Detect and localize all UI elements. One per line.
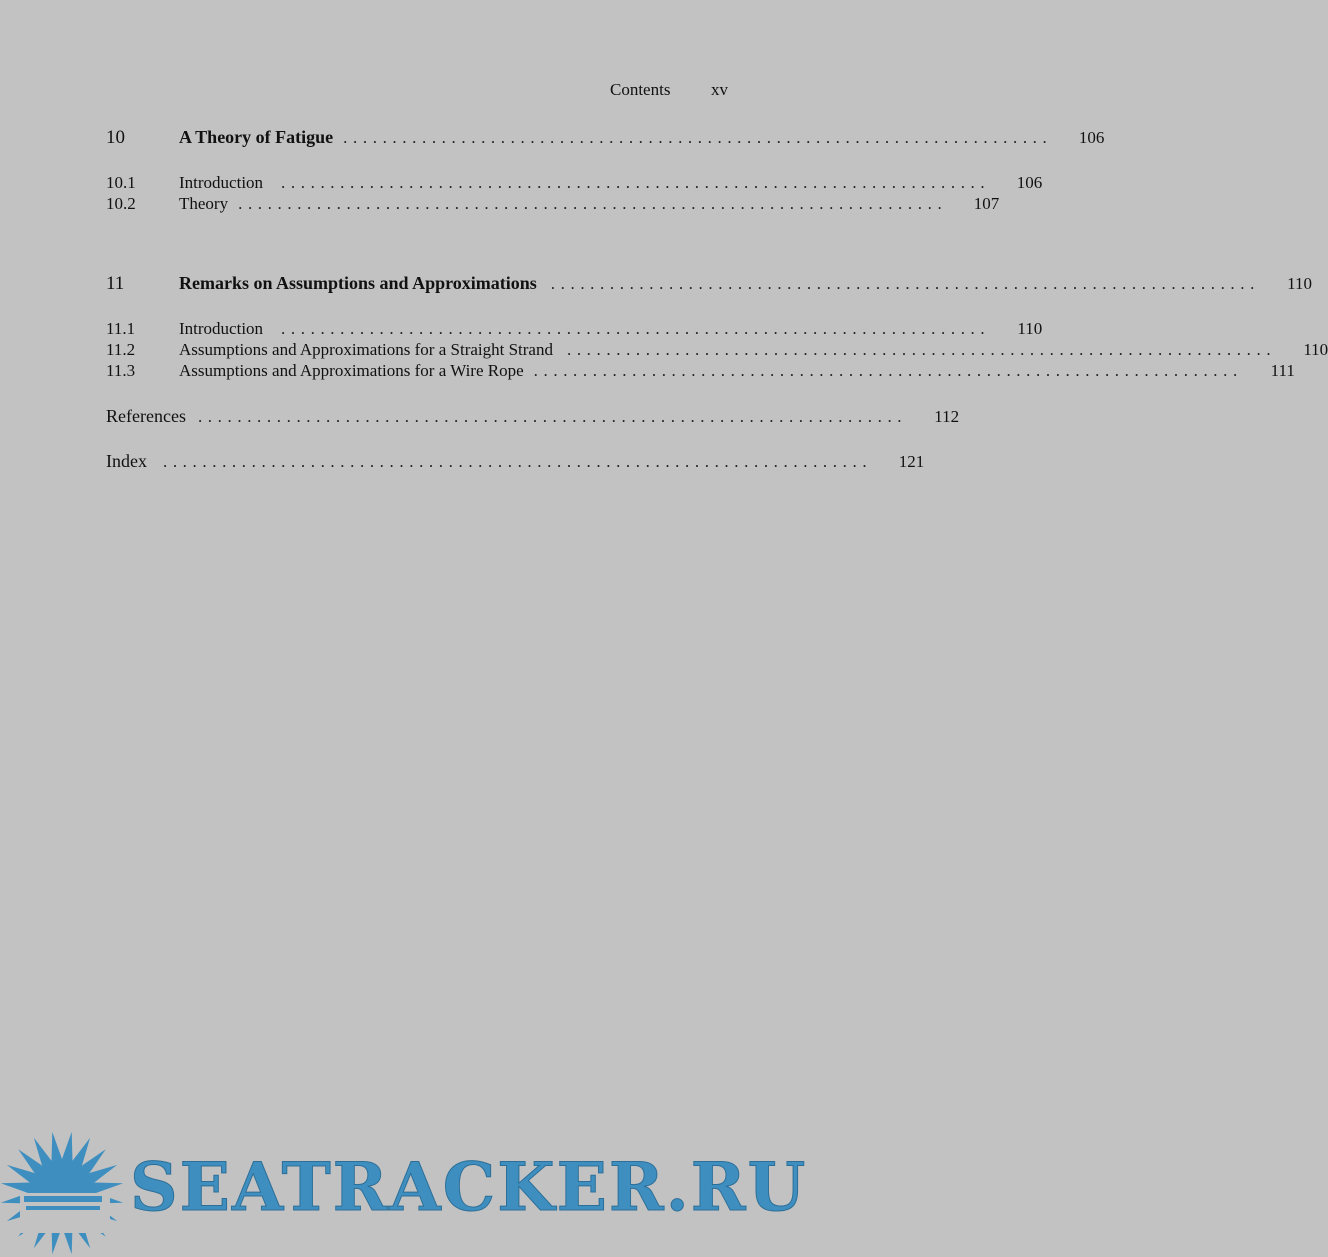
toc-section-11-1[interactable] [106,318,1043,340]
toc-title: Remarks on Assumptions and Approximations [179,273,537,293]
sun-logo-icon [0,1130,130,1257]
toc-title: Assumptions and Approximations for a Wire Rope [179,361,524,380]
dot-leader: ........................................................................ [550,274,1260,293]
running-head [0,80,835,102]
sun-ray [34,1138,52,1166]
toc-section-10-1[interactable] [106,172,1043,194]
toc-chapter-10[interactable] [106,126,1105,148]
toc-title: A Theory of Fatigue [179,127,334,147]
toc-page: 107 [973,194,1000,213]
dot-leader: ........................................................................ [566,340,1277,359]
toc-references[interactable] [106,405,960,427]
dot-leader: ........................................................................ [281,173,991,192]
toc-number: 11.2 [106,340,136,359]
dot-leader: ........................................................................ [343,128,1053,147]
toc-title: Theory [179,194,229,213]
toc-page: 110 [1303,340,1328,359]
dot-leader: ........................................................................ [197,407,908,426]
toc-title: Assumptions and Approximations for a Straight Strand [179,340,553,359]
dot-leader: ........................................................................ [533,361,1243,380]
sun-ray [90,1165,118,1183]
toc-section-11-3[interactable] [106,360,1295,382]
sun-ray [7,1165,35,1183]
dot-leader: ........................................................................ [238,194,948,213]
sun-ray [94,1183,123,1194]
toc-title: Introduction [179,319,264,338]
watermark-text: SEATRACKER.RU [130,1148,808,1226]
toc-number: 11 [106,273,125,294]
toc-chapter-11[interactable] [106,272,1312,294]
toc-number: 11.3 [106,361,136,380]
toc-section-10-2[interactable] [106,193,1000,215]
toc-page: 111 [1270,361,1295,380]
running-head-title: Contents [610,80,671,99]
toc-title: Index [106,451,147,471]
sun-ray [62,1132,73,1161]
sun-ray [73,1138,91,1166]
toc-number: 10.2 [106,194,136,213]
toc-section-11-2[interactable] [106,339,1328,361]
toc-index[interactable] [106,450,925,472]
toc-page: 110 [1287,274,1312,293]
toc-page: 110 [1017,319,1043,338]
toc-title: Introduction [179,173,264,192]
sun-ray [52,1132,63,1161]
toc-page: 121 [898,452,925,471]
toc-number: 10 [106,127,125,148]
dot-leader: ........................................................................ [162,452,873,471]
toc-page: 112 [934,407,960,426]
watermark [0,1130,835,1257]
toc-page: 106 [1078,128,1105,147]
toc-title: References [106,406,186,426]
running-head-page: xv [711,80,728,99]
toc-number: 11.1 [106,319,136,338]
sun-ray [1,1183,30,1194]
toc-number: 10.1 [106,173,136,192]
toc-page: 106 [1016,173,1043,192]
dot-leader: ........................................................................ [281,319,991,338]
